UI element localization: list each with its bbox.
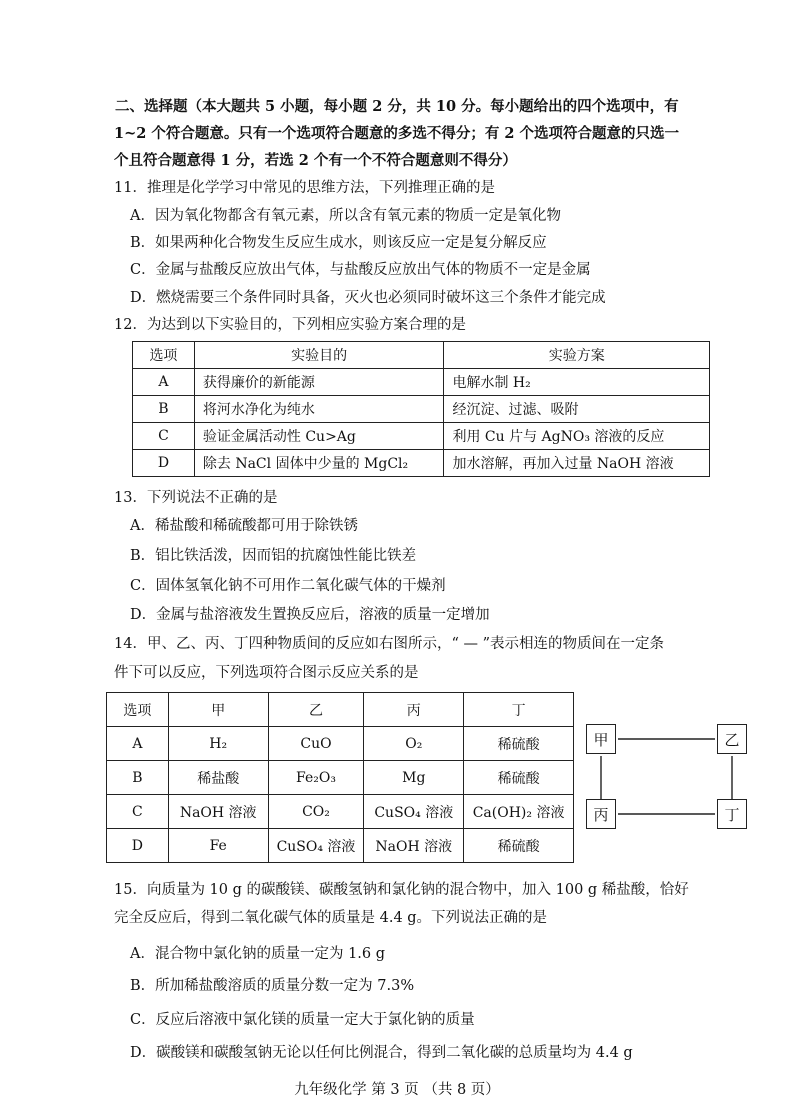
- table-cell: 电解水制 H₂: [444, 369, 710, 396]
- table-cell: O₂: [364, 727, 464, 761]
- diagram-node-bing: 丙: [586, 799, 616, 829]
- q14-stem-line-1: 14．甲、乙、丙、丁四种物质间的反应如右图所示，“ — ”表示相连的物质间在一定条: [114, 636, 664, 652]
- table-cell: Mg: [364, 761, 464, 795]
- q13-option-b: B．铝比铁活泼，因而铝的抗腐蚀性能比铁差: [130, 548, 417, 564]
- table-cell: NaOH 溶液: [364, 829, 464, 863]
- q15-stem-line-2: 完全反应后，得到二氧化碳气体的质量是 4.4 g。下列说法正确的是: [114, 910, 548, 926]
- table-header-cell: 选项: [107, 693, 169, 727]
- q13-stem: 13．下列说法不正确的是: [114, 490, 278, 506]
- table-header-cell: 丁: [464, 693, 574, 727]
- q11-option-b: B．如果两种化合物发生反应生成水，则该反应一定是复分解反应: [130, 235, 547, 251]
- diagram-node-ding: 丁: [717, 799, 747, 829]
- table-header-cell: 实验目的: [194, 342, 444, 369]
- table-row: [133, 369, 710, 396]
- table-header-row: [133, 342, 710, 369]
- table-cell: 稀硫酸: [464, 829, 574, 863]
- q14-stem-line-2: 件下可以反应，下列选项符合图示反应关系的是: [114, 665, 419, 681]
- table-cell: Ca(OH)₂ 溶液: [464, 795, 574, 829]
- table-row: [133, 396, 710, 423]
- q11-option-a: A．因为氧化物都含有氧元素，所以含有氧元素的物质一定是氧化物: [130, 208, 561, 224]
- table-cell: D: [133, 450, 195, 477]
- q15-option-b: B．所加稀盐酸溶质的质量分数一定为 7.3%: [130, 978, 415, 994]
- q13-option-d: D．金属与盐溶液发生置换反应后，溶液的质量一定增加: [130, 607, 490, 623]
- table-cell: C: [107, 795, 169, 829]
- table-cell: 加水溶解，再加入过量 NaOH 溶液: [444, 450, 710, 477]
- table-cell: 利用 Cu 片与 AgNO₃ 溶液的反应: [444, 423, 710, 450]
- section-header-line-3: 个且符合题意得 1 分，若选 2 个有一个不符合题意则不得分）: [114, 152, 517, 169]
- q13-option-a: A．稀盐酸和稀硫酸都可用于除铁锈: [130, 518, 358, 534]
- q13-option-c: C．固体氢氧化钠不可用作二氧化碳气体的干燥剂: [130, 578, 446, 594]
- table-cell: B: [107, 761, 169, 795]
- q11-option-c: C．金属与盐酸反应放出气体，与盐酸反应放出气体的物质不一定是金属: [130, 262, 591, 278]
- table-header-cell: 实验方案: [444, 342, 710, 369]
- table-row: [107, 727, 574, 761]
- table-cell: 稀盐酸: [168, 761, 268, 795]
- table-header-cell: 甲: [168, 693, 268, 727]
- diagram-node-yi: 乙: [717, 724, 747, 754]
- table-cell: CO₂: [268, 795, 364, 829]
- q15-option-c: C．反应后溶液中氯化镁的质量一定大于氯化钠的质量: [130, 1012, 475, 1028]
- table-cell: CuO: [268, 727, 364, 761]
- q11-option-d: D．燃烧需要三个条件同时具备，灭火也必须同时破坏这三个条件才能完成: [130, 290, 606, 306]
- table-cell: A: [107, 727, 169, 761]
- q14-reaction-diagram: [580, 714, 755, 834]
- q15-stem-line-1: 15．向质量为 10 g 的碳酸镁、碳酸氢钠和氯化钠的混合物中，加入 100 g 稀盐酸，恰好: [114, 882, 689, 898]
- table-cell: 将河水净化为纯水: [194, 396, 444, 423]
- q14-table: [106, 692, 574, 863]
- table-cell: C: [133, 423, 195, 450]
- table-cell: CuSO₄ 溶液: [268, 829, 364, 863]
- q11-stem: 11．推理是化学学习中常见的思维方法，下列推理正确的是: [114, 180, 495, 196]
- q12-stem: 12．为达到以下实验目的，下列相应实验方案合理的是: [114, 317, 466, 333]
- table-cell: CuSO₄ 溶液: [364, 795, 464, 829]
- table-cell: 获得廉价的新能源: [194, 369, 444, 396]
- table-row: [107, 761, 574, 795]
- table-header-cell: 乙: [268, 693, 364, 727]
- q12-table: [132, 341, 710, 477]
- table-cell: 稀硫酸: [464, 727, 574, 761]
- table-cell: 经沉淀、过滤、吸附: [444, 396, 710, 423]
- table-header-cell: 选项: [133, 342, 195, 369]
- table-cell: 除去 NaCl 固体中少量的 MgCl₂: [194, 450, 444, 477]
- table-row: [107, 795, 574, 829]
- q15-option-a: A．混合物中氯化钠的质量一定为 1.6 g: [130, 946, 386, 962]
- table-cell: H₂: [168, 727, 268, 761]
- table-header-row: [107, 693, 574, 727]
- table-cell: D: [107, 829, 169, 863]
- table-cell: Fe: [168, 829, 268, 863]
- section-header-line-2: 1~2 个符合题意。只有一个选项符合题意的多选不得分；有 2 个选项符合题意的只选一: [114, 125, 680, 142]
- section-header-line-1: 二、选择题（本大题共 5 小题，每小题 2 分，共 10 分。每小题给出的四个选项中，有: [115, 98, 679, 115]
- table-row: [133, 423, 710, 450]
- table-cell: A: [133, 369, 195, 396]
- page-footer: 九年级化学 第 3 页 （共 8 页）: [294, 1082, 500, 1098]
- table-cell: NaOH 溶液: [168, 795, 268, 829]
- table-cell: Fe₂O₃: [268, 761, 364, 795]
- table-header-cell: 丙: [364, 693, 464, 727]
- table-cell: B: [133, 396, 195, 423]
- diagram-node-jia: 甲: [586, 724, 616, 754]
- q15-option-d: D．碳酸镁和碳酸氢钠无论以任何比例混合，得到二氧化碳的总质量均为 4.4 g: [130, 1045, 633, 1061]
- table-row: [133, 450, 710, 477]
- table-cell: 验证金属活动性 Cu>Ag: [194, 423, 444, 450]
- table-row: [107, 829, 574, 863]
- table-cell: 稀硫酸: [464, 761, 574, 795]
